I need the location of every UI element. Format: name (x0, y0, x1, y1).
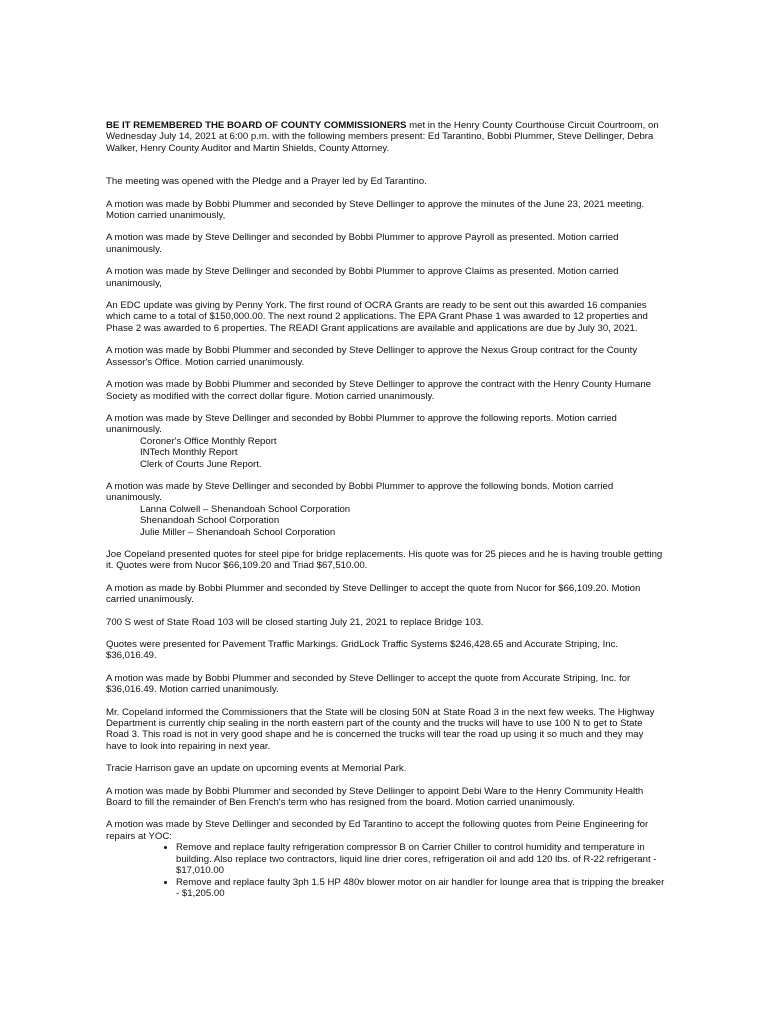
list-item: Coroner's Office Monthly Report (140, 435, 277, 447)
intro-text: met in the Henry County Courthouse Circuit Courtroom, on Wednesday July 14, 2021 at 6:00 p.m. with the following members present: Ed Tarantino, Bobbi Plummer, Steve Dellinger, Debra Walker, Henry County Auditor and Martin Shields, County Attorney. (106, 120, 659, 154)
intro-paragraph (106, 120, 666, 154)
list-item: Lanna Colwell – Shenandoah School Corporation (140, 503, 351, 515)
list-item: Julie Miller – Shenandoah School Corporation (140, 526, 336, 538)
list-item: • Remove and replace faulty 3ph 1.5 HP 480v blower motor on air handler for lounge area that is tripping the breaker - $1,205.00 (176, 877, 666, 900)
bonds-list (106, 504, 666, 538)
paragraph-bonds: A motion was made by Steve Dellinger and seconded by Bobbi Plummer to approve the following bonds. Motion carried unanimously. (106, 480, 614, 504)
yoc-quotes-list (106, 842, 666, 899)
list-item: Clerk of Courts June Report. (140, 458, 262, 470)
list-item: INTech Monthly Report (140, 447, 238, 459)
document-page (106, 120, 666, 899)
paragraph-road-closure: 700 S west of State Road 103 will be closed starting July 21, 2021 to replace Bridge 103. (106, 616, 484, 628)
paragraph-memorial-park: Tracie Harrison gave an update on upcoming events at Memorial Park. (106, 763, 407, 775)
paragraph-claims: A motion was made by Steve Dellinger and seconded by Bobbi Plummer to approve Claims as presented. Motion carried unanimously, (106, 266, 619, 289)
list-item: • Remove and replace faulty refrigeration compressor B on Carrier Chiller to control humidity and temperature in building. Also replace two contractors, liquid line drier cores, refrigeration oil and add 120 lbs. of R-22 refrigerant - $17,010.00 (176, 842, 666, 876)
paragraph-health-board: A motion was made by Bobbi Plummer and seconded by Steve Dellinger to appoint Debi Ware to the Henry Community Health Board to fill the remainder of Ben French's term who has resigned from the board. Motion carried unanimously. (106, 785, 644, 809)
paragraph-traffic-markings: Quotes were presented for Pavement Traffic Markings. GridLock Traffic Systems $246,428.65 and Accurate Striping, Inc. $36,016.49. (106, 639, 619, 662)
list-item: Shenandoah School Corporation (140, 515, 280, 527)
paragraph-humane-society: A motion was made by Bobbi Plummer and seconded by Steve Dellinger to approve the contract with the Henry County Humane Society as modified with the correct dollar figure. Motion carried unanimously. (106, 379, 652, 402)
paragraph-reports: A motion was made by Steve Dellinger and seconded by Bobbi Plummer to approve the following reports. Motion carried unanimously. (106, 412, 617, 436)
intro-heading: BE IT REMEMBERED THE BOARD OF COUNTY COMMISSIONERS (106, 120, 407, 131)
paragraph-highway-update: Mr. Copeland informed the Commissioners that the State will be closing 50N at State Road 3 in the next few weeks. The Highway Department is currently chip sealing in the north eastern part of the county and the trucks will have to use 100 N to get to State Road 3. This road is not in very good shape and he is concerned the trucks will tear the road up using it so much and they may have to look into repairing in next year. (106, 706, 655, 752)
paragraph-pledge: The meeting was opened with the Pledge and a Prayer led by Ed Tarantino. (106, 176, 427, 188)
paragraph-minutes: A motion was made by Bobbi Plummer and seconded by Steve Dellinger to approve the minutes of the June 23, 2021 meeting. Motion carried unanimously, (106, 198, 645, 222)
paragraph-nexus: A motion was made by Bobbi Plummer and seconded by Steve Dellinger to approve the Nexus Group contract for the County Assessor's Office. Motion carried unanimously. (106, 345, 638, 368)
paragraph-nucor-motion: A motion as made by Bobbi Plummer and seconded by Steve Dellinger to accept the quote from Nucor for $66,109.20. Motion carried unanimously. (106, 582, 641, 606)
paragraph-yoc-repairs: A motion was made by Steve Dellinger and seconded by Ed Tarantino to accept the following quotes from Peine Engineering for repairs at YOC: (106, 819, 649, 842)
reports-list (106, 436, 666, 470)
paragraph-edc-update: An EDC update was giving by Penny York. The first round of OCRA Grants are ready to be sent out this awarded 16 companies which came to a total of $150,000.00. The next round 2 applications. The EPA Grant Phase 1 was awarded to 12 properties and Phase 2 was awarded to 6 properties. The READI Grant applications are available and applications are due by July 30, 2021. (106, 300, 648, 334)
paragraph-payroll: A motion was made by Steve Dellinger and seconded by Bobbi Plummer to approve Payroll as presented. Motion carried unanimously. (106, 232, 619, 255)
paragraph-striping-motion: A motion was made by Bobbi Plummer and seconded by Steve Dellinger to accept the quote from Accurate Striping, Inc. for $36,016.49. Motion carried unanimously. (106, 672, 631, 696)
paragraph-steel-pipe: Joe Copeland presented quotes for steel pipe for bridge replacements. His quote was for 25 pieces and he is having trouble getting it. Quotes were from Nucor $66,109.20 and Triad $67,510.00. (106, 548, 663, 572)
